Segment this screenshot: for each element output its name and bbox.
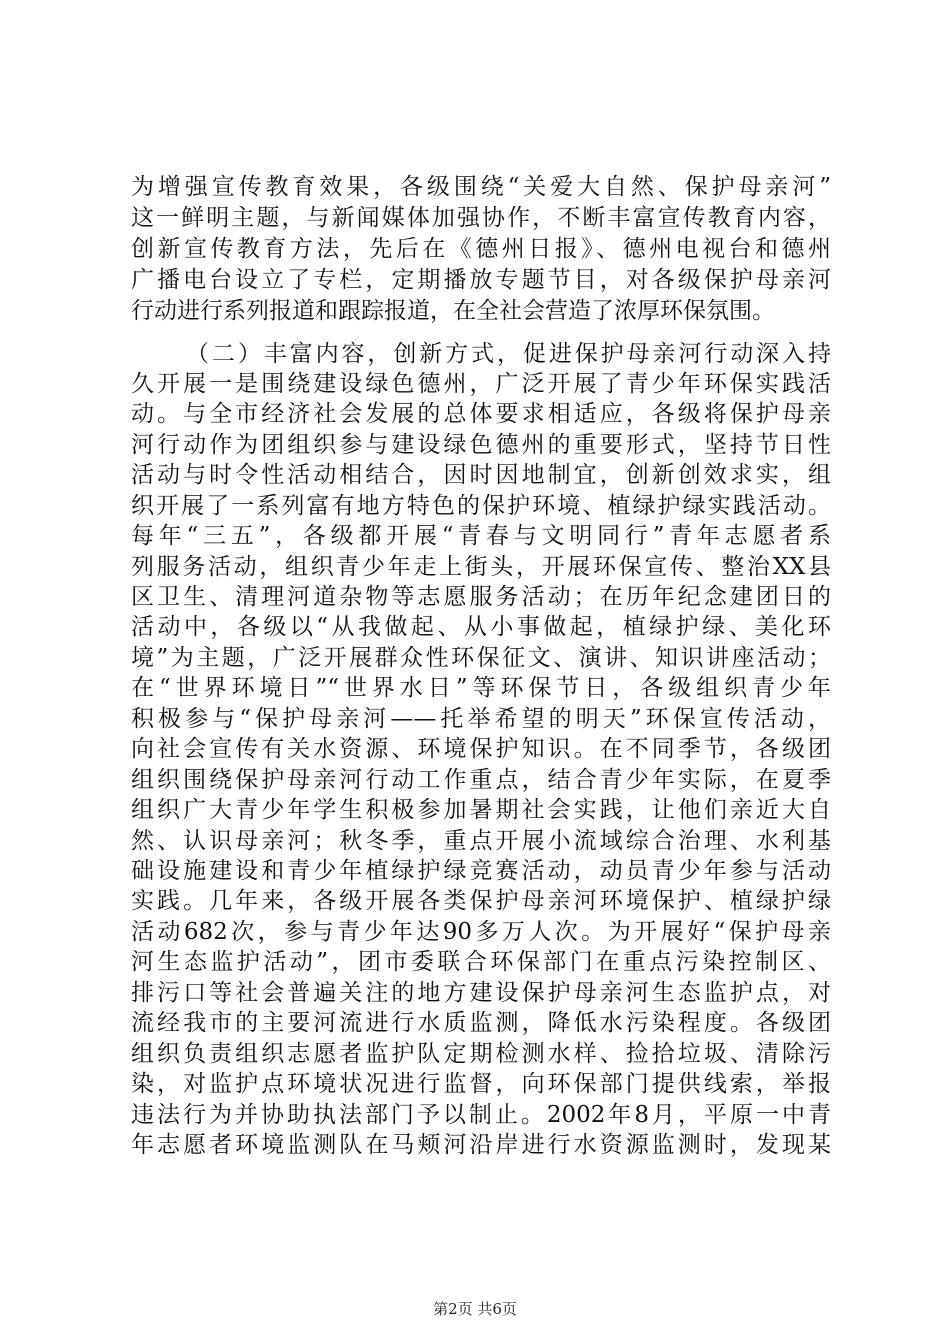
text-line: 活动682次，参与青少年达90多万人次。为开展好“保护母亲 — [131, 919, 831, 945]
text-line: 每年“三五”，各级都开展“青春与文明同行”青年志愿者系 — [131, 523, 831, 549]
section-heading-line: （二）丰富内容，创新方式，促进保护母亲河行动深入持 — [186, 341, 831, 367]
text-line: 河行动作为团组织参与建设绿色德州的重要形式，坚持节日性 — [131, 432, 831, 458]
text-line: 活动中，各级以“从我做起、从小事做起，植绿护绿、美化环 — [131, 614, 831, 640]
text-line: 组织围绕保护母亲河行动工作重点，结合青少年实际，在夏季 — [131, 767, 831, 793]
text-line: 组织广大青少年学生积极参加暑期社会实践，让他们亲近大自 — [131, 797, 831, 823]
text-line: 久开展一是围绕建设绿色德州，广泛开展了青少年环保实践活 — [131, 371, 831, 397]
text-line: 行动进行系列报道和跟踪报道，在全社会营造了浓厚环保氛围。 — [131, 298, 775, 324]
text-line: 流经我市的主要河流进行水质监测，降低水污染程度。各级团 — [131, 1010, 831, 1036]
text-line: 础设施建设和青少年植绿护绿竞赛活动，动员青少年参与活动 — [131, 858, 831, 884]
text-line: 积极参与“保护母亲河——托举希望的明天”环保宣传活动， — [131, 706, 831, 732]
text-line: 向社会宣传有关水资源、环境保护知识。在不同季节，各级团 — [131, 736, 831, 762]
text-line: 广播电台设立了专栏，定期播放专题节目，对各级保护母亲河 — [131, 267, 831, 293]
text-line: 区卫生、清理河道杂物等志愿服务活动；在历年纪念建团日的 — [131, 584, 831, 610]
text-line: 河生态监护活动”，团市委联合环保部门在重点污染控制区、 — [131, 949, 831, 975]
text-line: 活动与时令性活动相结合，因时因地制宜，创新创效求实，组 — [131, 462, 831, 488]
text-line: 然、认识母亲河；秋冬季，重点开展小流域综合治理、水利基 — [131, 828, 831, 854]
text-line: 动。与全市经济社会发展的总体要求相适应，各级将保护母亲 — [131, 401, 831, 427]
text-line: 实践。几年来，各级开展各类保护母亲河环境保护、植绿护绿 — [131, 888, 831, 914]
text-line: 列服务活动，组织青少年走上街头，开展环保宣传、整治XX县 — [131, 554, 831, 580]
text-line: 染，对监护点环境状况进行监督，向环保部门提供线索，举报 — [131, 1071, 831, 1097]
text-line: 创新宣传教育方法，先后在《德州日报》、德州电视台和德州 — [131, 236, 831, 262]
text-line: 这一鲜明主题，与新闻媒体加强协作，不断丰富宣传教育内容， — [131, 205, 831, 231]
text-line: 年志愿者环境监测队在马颊河沿岸进行水资源监测时，发现某 — [131, 1132, 831, 1158]
text-line: 违法行为并协助执法部门予以制止。2002年8月，平原一中青 — [131, 1102, 831, 1128]
text-line: 为增强宣传教育效果，各级围绕“关爱大自然、保护母亲河” — [131, 174, 831, 200]
text-line: 排污口等社会普遍关注的地方建设保护母亲河生态监护点，对 — [131, 980, 831, 1006]
text-line: 织开展了一系列富有地方特色的保护环境、植绿护绿实践活动。 — [131, 493, 831, 519]
text-line: 组织负责组织志愿者监护队定期检测水样、捡拾垃圾、清除污 — [131, 1041, 831, 1067]
page-number-footer: 第2页 共6页 — [433, 1300, 517, 1318]
text-line: 在“世界环境日”“世界水日”等环保节日，各级组织青少年 — [131, 675, 831, 701]
text-line: 境”为主题，广泛开展群众性环保征文、演讲、知识讲座活动； — [131, 645, 831, 671]
